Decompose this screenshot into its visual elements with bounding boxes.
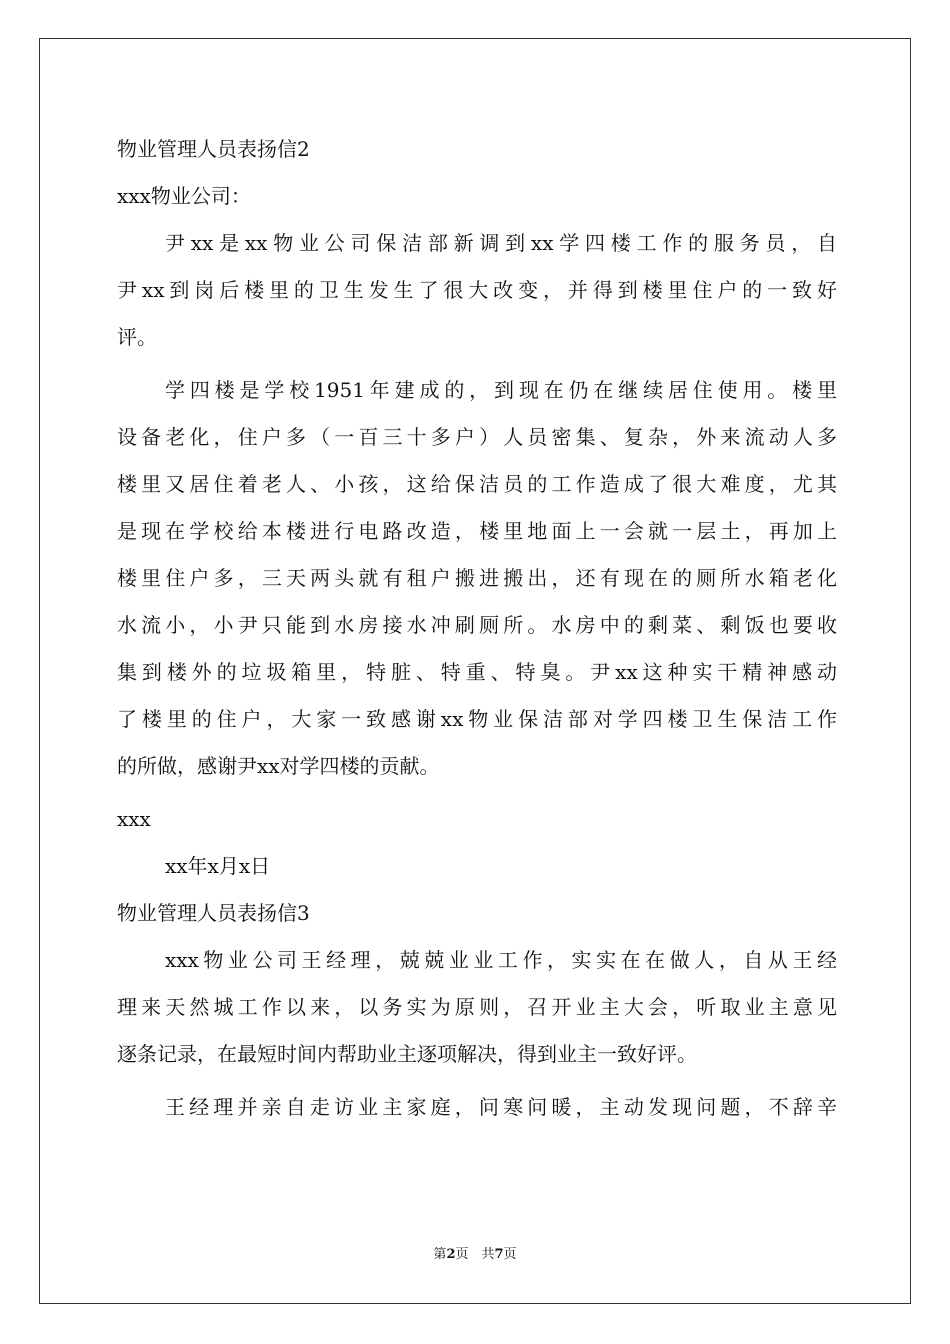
letter-heading: 物业管理人员表扬信2 bbox=[117, 137, 310, 161]
total-pages-number: 7 bbox=[494, 1247, 504, 1262]
letter-date: xx年x月x日 bbox=[165, 854, 271, 878]
paragraph-line: 评。 bbox=[117, 325, 157, 349]
page-footer bbox=[0, 1245, 950, 1265]
paragraph-line: 是现在学校给本楼进行电路改造，楼里地面上一会就一层土，再加上 bbox=[117, 519, 837, 543]
paragraph-line: 的所做，感谢尹xx对学四楼的贡献。 bbox=[117, 754, 440, 778]
paragraph-line: 理来天然城工作以来，以务实为原则，召开业主大会，听取业主意见 bbox=[117, 995, 837, 1019]
paragraph-line: 王经理并亲自走访业主家庭，问寒问暖，主动发现问题，不辞辛 bbox=[165, 1095, 837, 1119]
paragraph-line: 水流小，小尹只能到水房接水冲刷厕所。水房中的剩菜、剩饭也要收 bbox=[117, 613, 837, 637]
paragraph-line: 集到楼外的垃圾箱里，特脏、特重、特臭。尹xx这种实干精神感动 bbox=[117, 660, 837, 684]
page-label-middle: 页 共 bbox=[455, 1247, 495, 1262]
letter-heading: 物业管理人员表扬信3 bbox=[117, 901, 310, 925]
paragraph-line: xxx物业公司王经理，兢兢业业工作，实实在在做人，自从王经 bbox=[165, 948, 837, 972]
paragraph-line: 尹xx是xx物业公司保洁部新调到xx学四楼工作的服务员，自 bbox=[165, 231, 837, 255]
page-label-prefix: 第 bbox=[433, 1247, 447, 1262]
paragraph-line: 学四楼是学校1951年建成的，到现在仍在继续居住使用。楼里 bbox=[165, 378, 837, 402]
salutation: xxx物业公司： bbox=[117, 184, 251, 208]
paragraph-line: 尹xx到岗后楼里的卫生发生了很大改变，并得到楼里住户的一致好 bbox=[117, 278, 837, 302]
paragraph bbox=[117, 937, 837, 1078]
signature: xxx bbox=[117, 807, 151, 831]
page-label-suffix: 页 bbox=[503, 1247, 517, 1262]
paragraph-line: 楼里又居住着老人、小孩，这给保洁员的工作造成了很大难度，尤其 bbox=[117, 472, 837, 496]
paragraph-line: 楼里住户多，三天两头就有租户搬进搬出，还有现在的厕所水箱老化 bbox=[117, 566, 837, 590]
paragraph-line: 设备老化，住户多（一百三十多户）人员密集、复杂，外来流动人多 bbox=[117, 425, 837, 449]
paragraph-line: 了楼里的住户，大家一致感谢xx物业保洁部对学四楼卫生保洁工作 bbox=[117, 707, 837, 731]
document-body bbox=[117, 126, 837, 1131]
paragraph bbox=[117, 367, 837, 790]
paragraph bbox=[117, 1084, 837, 1131]
paragraph bbox=[117, 220, 837, 361]
current-page-number: 2 bbox=[446, 1247, 456, 1262]
paragraph-line: 逐条记录，在最短时间内帮助业主逐项解决，得到业主一致好评。 bbox=[117, 1042, 697, 1066]
